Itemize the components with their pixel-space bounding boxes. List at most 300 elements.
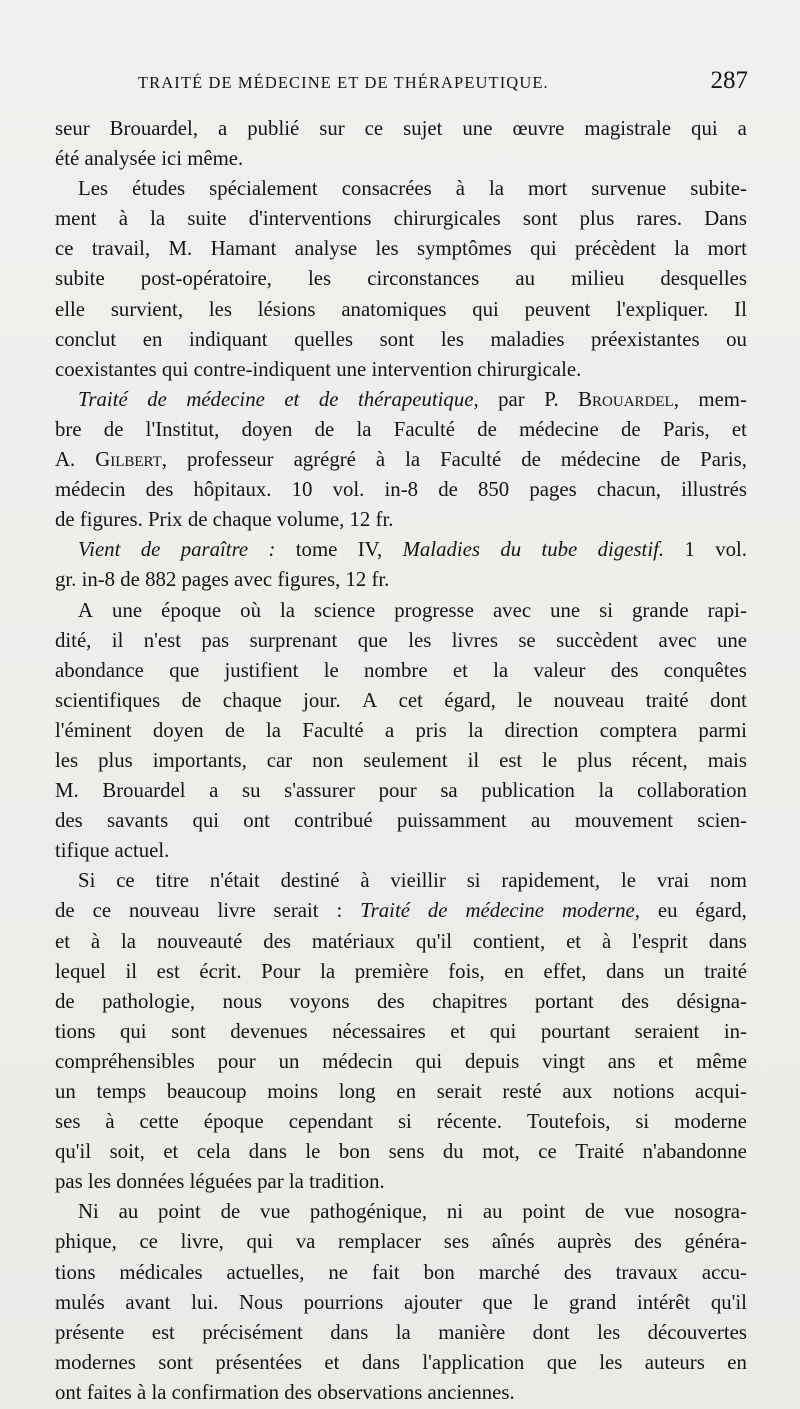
word: acqui-: [694, 1080, 747, 1103]
word: tome: [295, 538, 338, 562]
page-number: 287: [710, 67, 748, 94]
word: ses: [443, 1230, 470, 1254]
word: écrit.: [199, 959, 242, 983]
word: phique,: [55, 1230, 117, 1254]
word: de: [477, 417, 497, 441]
word: vue: [260, 1200, 291, 1224]
word: agrégré: [293, 448, 356, 472]
text-line: [55, 596, 747, 626]
word: le: [323, 658, 339, 682]
word: à: [105, 1110, 115, 1134]
italic-word: médecine: [186, 387, 265, 411]
text-line: [55, 1348, 747, 1378]
word: des: [563, 1260, 592, 1284]
text-line: [55, 896, 747, 926]
word: de: [621, 417, 641, 441]
word: subite: [55, 267, 105, 291]
word: Pour: [261, 959, 301, 983]
text-line: [55, 806, 747, 836]
word: présentées: [215, 1350, 302, 1374]
word: Traité: [575, 1140, 625, 1164]
word: avec: [492, 598, 532, 622]
text-line: [55, 415, 747, 445]
word: puissamment: [396, 809, 507, 833]
word: l'application: [422, 1350, 525, 1374]
text-line: [55, 1227, 747, 1257]
word: avec: [658, 628, 697, 652]
word: présente: [55, 1320, 125, 1344]
word: de: [181, 688, 202, 712]
word: de: [521, 448, 541, 472]
word: Ni: [78, 1200, 99, 1224]
word: la: [493, 658, 509, 682]
word: vrai: [656, 869, 690, 893]
word: pages: [529, 478, 577, 502]
word: en: [142, 327, 163, 351]
word: la: [674, 237, 690, 261]
word: qu'il: [415, 929, 453, 953]
word: la: [468, 718, 484, 742]
word: œuvre: [512, 117, 565, 140]
small-caps-word: Brouardel,: [578, 387, 679, 411]
word: la: [598, 779, 614, 803]
word: récente.: [436, 1110, 502, 1134]
word: bon: [338, 1140, 371, 1164]
italic-word: moderne,: [561, 899, 640, 923]
word: Les: [78, 177, 109, 201]
word: effet,: [543, 959, 587, 983]
word: notions: [613, 1080, 675, 1103]
word: modernes: [55, 1350, 136, 1374]
word: une: [716, 628, 747, 652]
text-line: [55, 325, 747, 355]
word: un: [663, 959, 685, 983]
text-line: [55, 686, 747, 716]
word: Nous: [239, 1290, 283, 1314]
word: médecin: [55, 478, 126, 502]
word: ment: [55, 207, 97, 231]
word: sa: [440, 779, 458, 803]
word: égard,: [695, 899, 747, 923]
word: tions: [55, 1260, 96, 1284]
word: qui: [246, 1230, 274, 1254]
word: bre: [55, 417, 82, 441]
text-segment: été analysée ici même.: [55, 147, 244, 171]
word: la: [356, 417, 372, 441]
word: sens: [388, 1140, 425, 1164]
italic-word: Traité: [360, 899, 410, 923]
word: Brouardel,: [109, 117, 199, 140]
word: vol.: [332, 478, 365, 502]
word: beaucoup: [166, 1080, 247, 1103]
word: point: [522, 1200, 566, 1224]
word: nombre: [364, 658, 428, 682]
word: accu-: [701, 1260, 747, 1284]
text-segment: de figures. Prix de chaque volume, 12 fr.: [55, 508, 394, 532]
word: la: [395, 1320, 411, 1344]
word: le: [542, 748, 558, 772]
word: Faculté: [302, 718, 364, 742]
word: l'esprit: [632, 929, 688, 953]
word: égard,: [444, 688, 496, 712]
word: sont: [171, 1019, 206, 1043]
word: conquêtes: [663, 658, 747, 682]
word: aux: [562, 1080, 593, 1103]
word: mort: [527, 177, 568, 201]
word: de: [55, 899, 75, 923]
word: rapi-: [707, 598, 747, 622]
word: cette: [139, 1110, 179, 1134]
word: des: [55, 809, 83, 833]
word: savants: [106, 809, 169, 833]
word: destiné: [280, 869, 340, 893]
word: les: [55, 748, 79, 772]
word: ne: [328, 1260, 349, 1284]
text-line: [55, 264, 747, 294]
word: depuis: [464, 1049, 520, 1073]
word: il: [125, 959, 138, 983]
word: doyen: [152, 718, 204, 742]
word: fois,: [448, 959, 485, 983]
word: médicales: [119, 1260, 203, 1284]
word: hôpitaux.: [193, 478, 272, 502]
text-line: [55, 1197, 747, 1227]
text-line: [55, 776, 747, 806]
word: médecine: [519, 417, 599, 441]
italic-word: de: [140, 538, 161, 562]
word: où: [240, 598, 261, 622]
word: ajouter: [404, 1290, 462, 1314]
word: nouveau: [129, 899, 200, 923]
word: qu'il: [55, 1140, 92, 1164]
word: bon: [423, 1260, 455, 1284]
word: il: [467, 748, 480, 772]
word: lui.: [191, 1290, 219, 1314]
text-segment: gr. in-8 de 882 pages avec figures, 12 fr.: [55, 568, 390, 592]
word: de: [225, 718, 245, 742]
text-line: [55, 716, 747, 746]
word: travaux: [615, 1260, 678, 1284]
word: M.: [55, 779, 79, 803]
word: du: [442, 1140, 464, 1164]
word: les: [375, 237, 399, 261]
word: des: [145, 478, 174, 502]
italic-word: digestif.: [597, 538, 665, 562]
word: n'était: [209, 869, 260, 893]
word: qui: [472, 297, 499, 321]
word: il: [111, 628, 124, 652]
word: nouveauté: [156, 929, 243, 953]
italic-word: de: [427, 899, 448, 923]
word: qui: [119, 1019, 147, 1043]
word: et: [163, 1140, 179, 1164]
word: Paris,: [662, 417, 710, 441]
word: ont: [243, 809, 270, 833]
word: aînés: [491, 1230, 535, 1254]
text-line: [55, 1288, 747, 1318]
italic-word: Traité: [78, 387, 128, 411]
word: A.: [55, 448, 76, 472]
word: Toutefois,: [526, 1110, 611, 1134]
italic-word: tube: [541, 538, 578, 562]
word: contribué: [294, 809, 373, 833]
word: qui: [691, 117, 718, 140]
text-line: [55, 445, 747, 475]
word: sur: [319, 117, 345, 140]
word: pourtant: [540, 1019, 611, 1043]
word: par: [498, 387, 525, 411]
word: que: [546, 1350, 577, 1374]
word: auteurs: [644, 1350, 705, 1374]
word: elle: [55, 297, 86, 321]
word: sont: [522, 207, 558, 231]
word: préexistantes: [590, 327, 700, 351]
word: temps: [96, 1080, 147, 1103]
word: collaboration: [637, 779, 747, 803]
word: livre,: [180, 1230, 224, 1254]
word: qui: [415, 1049, 443, 1073]
word: chacun,: [596, 478, 661, 502]
word: lequel: [55, 959, 106, 983]
word: dont: [532, 1320, 570, 1344]
text-line: [55, 114, 747, 144]
word: au: [515, 267, 535, 291]
word: ce: [92, 899, 112, 923]
text-line: [55, 1077, 747, 1107]
word: une: [462, 117, 493, 140]
word: de: [103, 417, 124, 441]
word: découvertes: [647, 1320, 747, 1344]
word: et: [658, 1049, 674, 1073]
word: si: [635, 1110, 650, 1134]
word: remplacer: [338, 1230, 422, 1254]
word: les: [599, 1350, 623, 1374]
word: cela: [196, 1140, 231, 1164]
word: survient,: [110, 297, 184, 321]
word: est: [156, 959, 180, 983]
word: sont: [158, 1350, 193, 1374]
word: cet: [398, 688, 423, 712]
word: in-8: [384, 478, 419, 502]
word: ce: [116, 869, 135, 893]
word: Faculté: [440, 448, 502, 472]
word: spécialement: [209, 177, 318, 201]
word: mort: [707, 237, 747, 261]
text-line: [55, 927, 747, 957]
word: vingt: [542, 1049, 585, 1073]
word: maladies: [490, 327, 565, 351]
word: su: [242, 779, 261, 803]
word: d'interventions: [248, 207, 372, 231]
word: ce: [139, 1230, 158, 1254]
word: le: [620, 869, 636, 893]
word: anatomiques: [341, 297, 447, 321]
word: l'éminent: [55, 718, 132, 742]
word: époque: [161, 598, 222, 622]
word: de: [220, 1200, 241, 1224]
text-line: [55, 505, 747, 535]
text-line: [55, 1047, 747, 1077]
word: publié: [247, 117, 300, 140]
word: et: [55, 929, 71, 953]
word: valeur: [533, 658, 586, 682]
word: au: [530, 809, 551, 833]
text-segment: tifique actuel.: [55, 839, 170, 863]
word: à: [118, 207, 128, 231]
word: resté: [502, 1080, 542, 1103]
word: mouvement: [574, 809, 674, 833]
word: va: [295, 1230, 316, 1254]
word: dont: [709, 688, 747, 712]
text-segment: pas les données léguées par la tradition.: [55, 1170, 385, 1194]
word: de: [660, 448, 681, 472]
word: moderne: [674, 1110, 747, 1134]
word: moins: [267, 1080, 319, 1103]
word: nouveau: [553, 688, 625, 712]
word: jour.: [303, 688, 341, 712]
running-head: TRAITÉ DE MÉDECINE ET DE THÉRAPEUTIQUE.: [138, 73, 549, 92]
small-caps-word: Gilbert,: [95, 448, 167, 472]
word: en: [727, 1350, 747, 1374]
word: Si: [78, 869, 96, 893]
word: rares.: [636, 207, 683, 231]
word: de: [584, 1200, 605, 1224]
word: matériaux: [311, 929, 396, 953]
word: publication: [481, 779, 575, 803]
word: vue: [624, 1200, 655, 1224]
word: les: [208, 297, 232, 321]
word: de: [314, 417, 335, 441]
word: au: [482, 1200, 503, 1224]
word: Brouardel: [102, 779, 186, 803]
word: a: [209, 779, 219, 803]
word: justifient: [224, 658, 299, 682]
word: dans: [248, 1140, 287, 1164]
word: précèdent: [575, 237, 656, 261]
word: manière: [438, 1320, 506, 1344]
word: car: [266, 748, 293, 772]
word: subite-: [690, 177, 747, 201]
word: une: [550, 598, 581, 622]
word: médecin: [322, 1049, 393, 1073]
italic-word: et: [284, 387, 300, 411]
text-line: [55, 475, 747, 505]
word: progresse: [394, 598, 474, 622]
word: la: [405, 448, 421, 472]
italic-word: de: [147, 387, 167, 411]
text-segment: ont faites à la confirmation des observations anciennes.: [55, 1380, 515, 1404]
word: livres: [451, 628, 498, 652]
text-line: [55, 1167, 747, 1197]
word: rapidement,: [501, 869, 601, 893]
word: A: [78, 598, 94, 622]
word: Il: [734, 297, 747, 321]
text-line: [55, 385, 747, 415]
word: devenues: [230, 1019, 308, 1043]
word: importants,: [152, 748, 247, 772]
word: vol.: [715, 538, 747, 562]
word: la: [266, 718, 282, 742]
word: seraient: [634, 1019, 700, 1043]
word: époque: [203, 1110, 264, 1134]
word: le: [305, 1140, 321, 1164]
word: survenue: [591, 177, 667, 201]
word: la: [150, 207, 166, 231]
word: direction: [504, 718, 579, 742]
word: n'est: [143, 628, 182, 652]
word: plus: [98, 748, 133, 772]
word: nom: [709, 869, 747, 893]
word: est: [151, 1320, 175, 1344]
word: ce: [55, 237, 74, 261]
word: dans: [606, 959, 645, 983]
word: titre: [155, 869, 189, 893]
word: milieu: [571, 267, 625, 291]
text-line: [55, 535, 747, 565]
word: seulement: [363, 748, 448, 772]
word: désigna-: [676, 989, 747, 1013]
word: en: [504, 959, 524, 983]
word: en: [396, 1080, 417, 1103]
word: de: [55, 989, 75, 1013]
word: :: [336, 899, 343, 923]
word: sujet: [403, 117, 443, 140]
word: si: [466, 869, 481, 893]
text-line: [55, 174, 747, 204]
italic-word: thérapeutique,: [357, 387, 479, 411]
word: un: [55, 1080, 76, 1103]
body-text: [55, 114, 747, 1408]
word: à: [375, 448, 386, 472]
word: pathogénique,: [309, 1200, 428, 1224]
word: mais: [707, 748, 747, 772]
text-line: [55, 295, 747, 325]
word: ni: [446, 1200, 464, 1224]
word: à: [360, 869, 370, 893]
word: analyse: [294, 237, 358, 261]
word: suite: [187, 207, 227, 231]
word: portant: [534, 989, 594, 1013]
word: a: [737, 117, 747, 140]
word: dans: [330, 1320, 369, 1344]
word: Paris,: [700, 448, 747, 472]
word: la: [279, 598, 295, 622]
word: n'abandonne: [642, 1140, 747, 1164]
word: pathologie,: [102, 989, 196, 1013]
word: magistrale: [584, 117, 672, 140]
word: les: [597, 1320, 621, 1344]
word: tions: [55, 1019, 96, 1043]
word: le: [533, 1290, 549, 1314]
word: auprès: [557, 1230, 612, 1254]
text-line: [55, 565, 747, 595]
word: surprenant: [249, 628, 338, 652]
word: des: [634, 1230, 662, 1254]
word: des: [621, 989, 649, 1013]
word: Dans: [704, 207, 747, 231]
text-line: [55, 656, 747, 686]
text-line: [55, 1378, 747, 1408]
italic-word: :: [268, 538, 276, 562]
word: pas: [201, 628, 230, 652]
word: chapitres: [432, 989, 508, 1013]
word: seur: [55, 117, 90, 140]
word: pris: [415, 718, 447, 742]
word: qui: [489, 1019, 517, 1043]
word: soit,: [109, 1140, 145, 1164]
word: et: [731, 417, 747, 441]
word: études: [132, 177, 186, 201]
